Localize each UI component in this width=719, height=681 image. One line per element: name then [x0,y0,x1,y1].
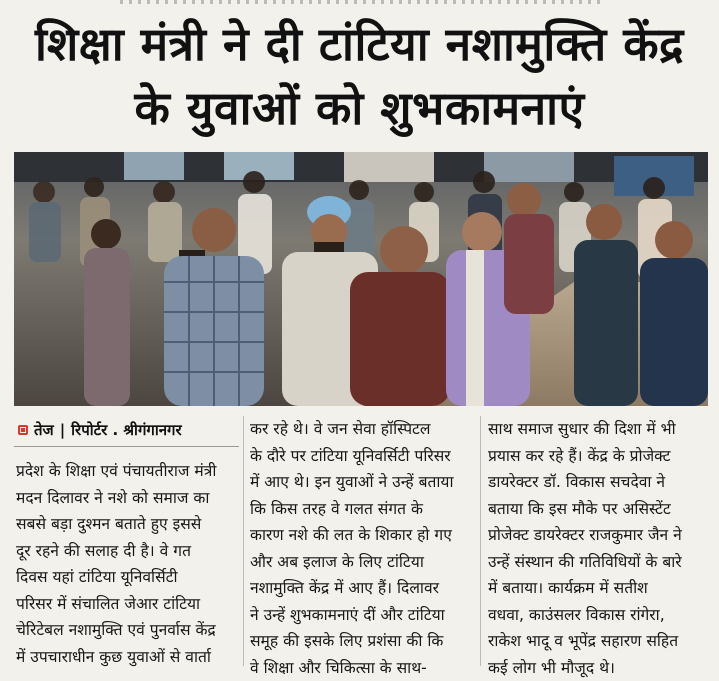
text-line: सबसे बड़ा दुश्मन बताते हुए इससे [16,511,238,538]
article-column-2 [250,416,474,681]
byline-divider [14,446,239,447]
text-line: के दौरे पर टांटिया यूनिवर्सिटी परिसर [250,443,474,470]
text-line: दूर रहने की सलाह दी है। वे गत [16,538,238,565]
text-line: और अब इलाज के लिए टांटिया [250,549,474,576]
text-line: राकेश भादू व भूपेंद्र सहारण सहित [488,628,710,655]
text-line: वधवा, काउंसलर विकास रांगेरा, [488,602,710,629]
text-line: डायरेक्टर डॉ. विकास सचदेवा ने [488,469,710,496]
text-line: में उपचाराधीन कुछ युवाओं से वार्ता [16,644,238,671]
news-photo-illustration [14,152,708,406]
column-divider-2 [480,416,481,666]
text-line: में आए थे। इन युवाओं ने उन्हें बताया [250,469,474,496]
text-line: दिवस यहां टांटिया यूनिवर्सिटी [16,564,238,591]
text-line: कि किस तरह वे गलत संगत के [250,496,474,523]
text-line: प्रयास कर रहे हैं। केंद्र के प्रोजेक्ट [488,443,710,470]
byline-separator: | [60,421,65,439]
text-line: मदन दिलावर ने नशे को समाज का [16,485,238,512]
headline [0,12,719,140]
headline-line-2: के युवाओं को शुभकामनाएं [0,76,719,140]
text-line: साथ समाज सुधार की दिशा में भी [488,416,710,443]
article-column-1 [16,458,238,670]
text-line: चेरिटेबल नशामुक्ति एवं पुनर्वास केंद्र [16,617,238,644]
text-line: कारण नशे की लत के शिकार हो गए [250,522,474,549]
text-line: ने उन्हें शुभकामनाएं दीं और टांटिया [250,602,474,629]
clipped-previous-article [0,0,719,8]
byline-source: तेज [34,420,54,440]
text-line: प्रदेश के शिक्षा एवं पंचायतीराज मंत्री [16,458,238,485]
text-line: उन्हें संस्थान की गतिविधियों के बारे [488,549,710,576]
news-photo [14,152,708,406]
text-line: प्रोजेक्ट डायरेक्टर राजकुमार जैन ने [488,522,710,549]
text-line: कर रहे थे। वे जन सेवा हॉस्पिटल [250,416,474,443]
column-divider-1 [243,416,244,666]
article-column-3 [488,416,710,681]
byline-role: रिपोर्टर . श्रीगंगानगर [71,420,181,440]
text-line: वे शिक्षा और चिकित्सा के साथ- [250,655,474,681]
text-line: कई लोग भी मौजूद थे। [488,655,710,681]
text-line: समूह की इसके लिए प्रशंसा की कि [250,628,474,655]
byline [18,419,182,441]
text-line: नशामुक्ति केंद्र में आए हैं। दिलावर [250,575,474,602]
headline-line-1: शिक्षा मंत्री ने दी टांटिया नशामुक्ति केंद्र [0,12,719,76]
text-line: बताया कि इस मौके पर असिस्टेंट [488,496,710,523]
text-line: परिसर में संचालित जेआर टांटिया [16,591,238,618]
bullet-square-icon [18,425,28,435]
text-line: में बताया। कार्यक्रम में सतीश [488,575,710,602]
